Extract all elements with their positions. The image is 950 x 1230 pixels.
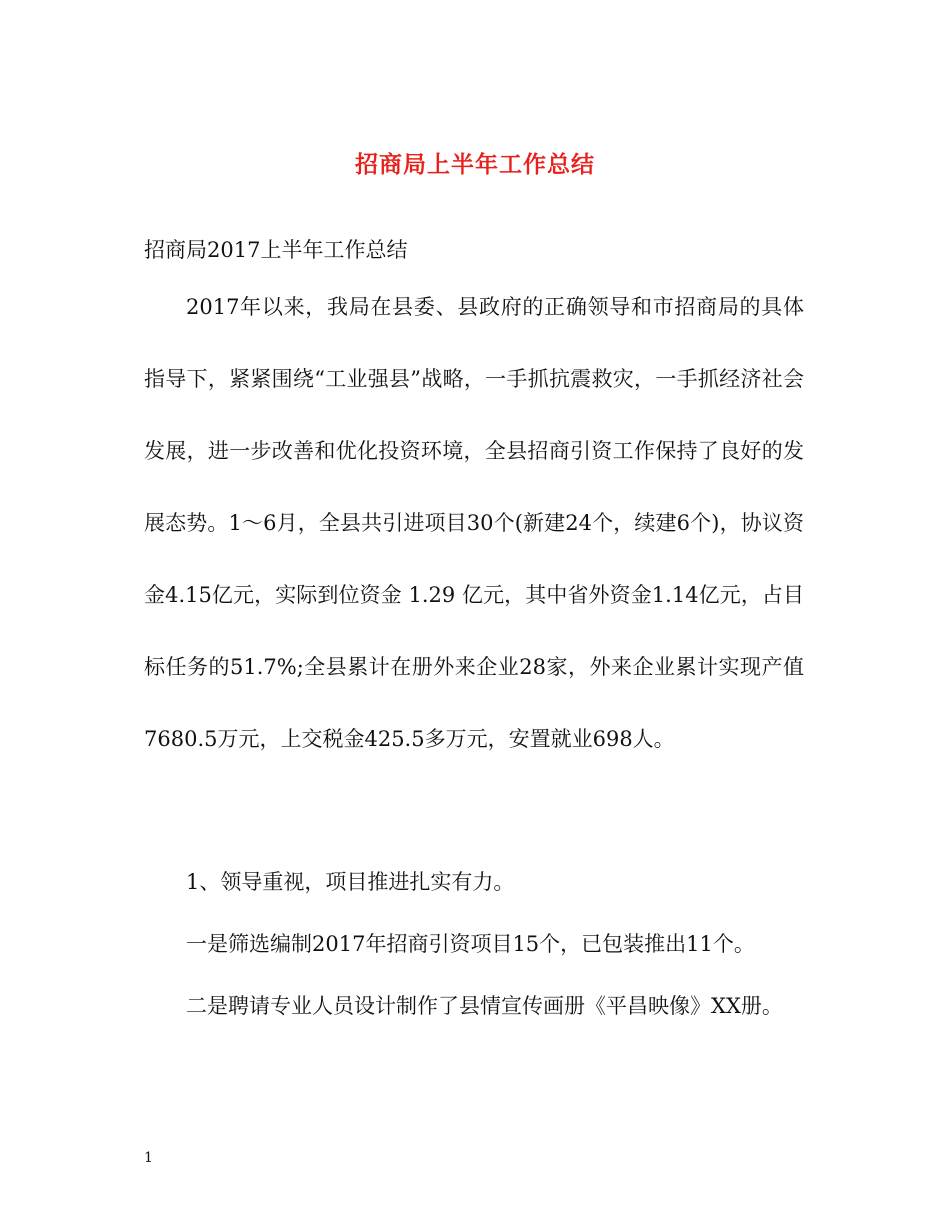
document-title: 招商局上半年工作总结	[355, 151, 595, 178]
section-heading: 1、领导重视，项目推进扎实有力。	[186, 870, 515, 894]
list-item: 二是聘请专业人员设计制作了县情宣传画册《平昌映像》XX册。	[186, 994, 783, 1018]
page-number: 1	[144, 1150, 153, 1166]
document-subtitle: 招商局2017上半年工作总结	[144, 238, 408, 262]
main-paragraph: 2017年以来，我局在县委、县政府的正确领导和市招商局的具体指导下，紧紧围绕“工业强县”战略，一手抓抗震救灾，一手抓经济社会发展，进一步改善和优化投资环境，全县招商引资工作保持了良好的发展态势。1～6月，全县共引进项目30个(新建24个，续建6个)，协议资金4.15亿元，实际到位资金 1.29 亿元，其中省外资金1.14亿元，占目标任务的51.7%;全县累计在册外来企业28家，外来企业累计实现产值7680.5万元，上交税金425.5多万元，安置就业698人。	[144, 295, 804, 751]
list-item: 一是筛选编制2017年招商引资项目15个，已包装推出11个。	[186, 932, 755, 956]
